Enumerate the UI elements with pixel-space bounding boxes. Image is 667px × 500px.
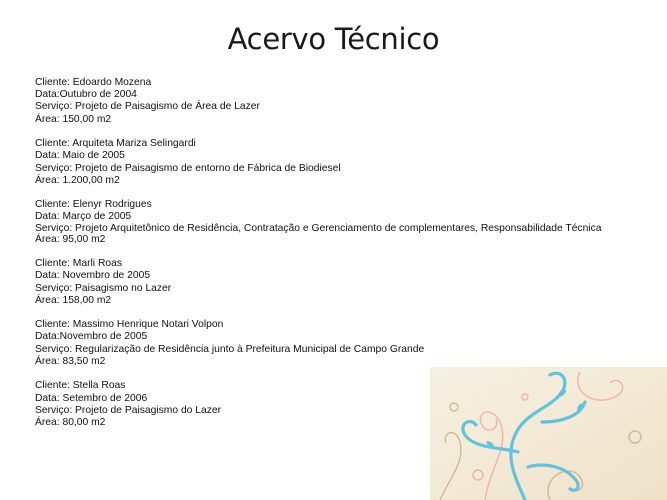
entry-area: Área: 95,00 m2	[35, 233, 106, 245]
entry-date: Data: Março de 2005	[35, 211, 132, 223]
entry-client: Cliente: Marli Roas	[35, 258, 122, 270]
entry-date: Data:Outubro de 2004	[35, 89, 137, 101]
project-entry	[35, 199, 625, 246]
entry-service: Serviço: Projeto de Paisagismo de Área de Lazer	[35, 101, 260, 113]
project-list	[35, 77, 625, 441]
entry-service: Serviço: Paisagismo no Lazer	[35, 282, 172, 294]
entry-area: Área: 1.200,00 m2	[35, 174, 120, 186]
entry-area: Área: 150,00 m2	[35, 113, 112, 125]
entry-date: Data:Novembro de 2005	[35, 331, 148, 343]
entry-date: Data: Maio de 2005	[35, 150, 125, 162]
slide-title: Acervo Técnico	[227, 22, 440, 56]
project-entry	[35, 258, 625, 307]
entry-client: Cliente: Edoardo Mozena	[35, 77, 152, 88]
entry-service: Serviço: Projeto de Paisagismo do Lazer	[35, 404, 222, 416]
entry-client: Cliente: Elenyr Rodrigues	[35, 199, 152, 211]
entry-area: Área: 158,00 m2	[35, 294, 112, 306]
entry-service: Serviço: Projeto de Paisagismo de entorno de Fábrica de Biodiesel	[35, 162, 341, 174]
entry-date: Data: Setembro de 2006	[35, 392, 148, 404]
entry-area: Área: 83,50 m2	[35, 355, 106, 367]
entry-service: Serviço: Regularização de Residência junto à Prefeitura Municipal de Campo Grande	[35, 343, 425, 355]
project-entry	[35, 77, 625, 126]
entry-area: Área: 80,00 m2	[35, 416, 106, 428]
project-entry	[35, 380, 625, 429]
project-entry	[35, 319, 625, 368]
entry-service: Serviço: Projeto Arquitetônico de Residência, Contratação e Gerenciamento de complementares, Responsabilidade Técnica	[35, 222, 602, 234]
project-entry	[35, 138, 625, 187]
entry-date: Data: Novembro de 2005	[35, 270, 151, 282]
entry-client: Cliente: Massimo Henrique Notari Volpon	[35, 319, 224, 331]
entry-client: Cliente: Stella Roas	[35, 380, 126, 392]
entry-client: Cliente: Arquiteta Mariza Selingardi	[35, 138, 196, 150]
